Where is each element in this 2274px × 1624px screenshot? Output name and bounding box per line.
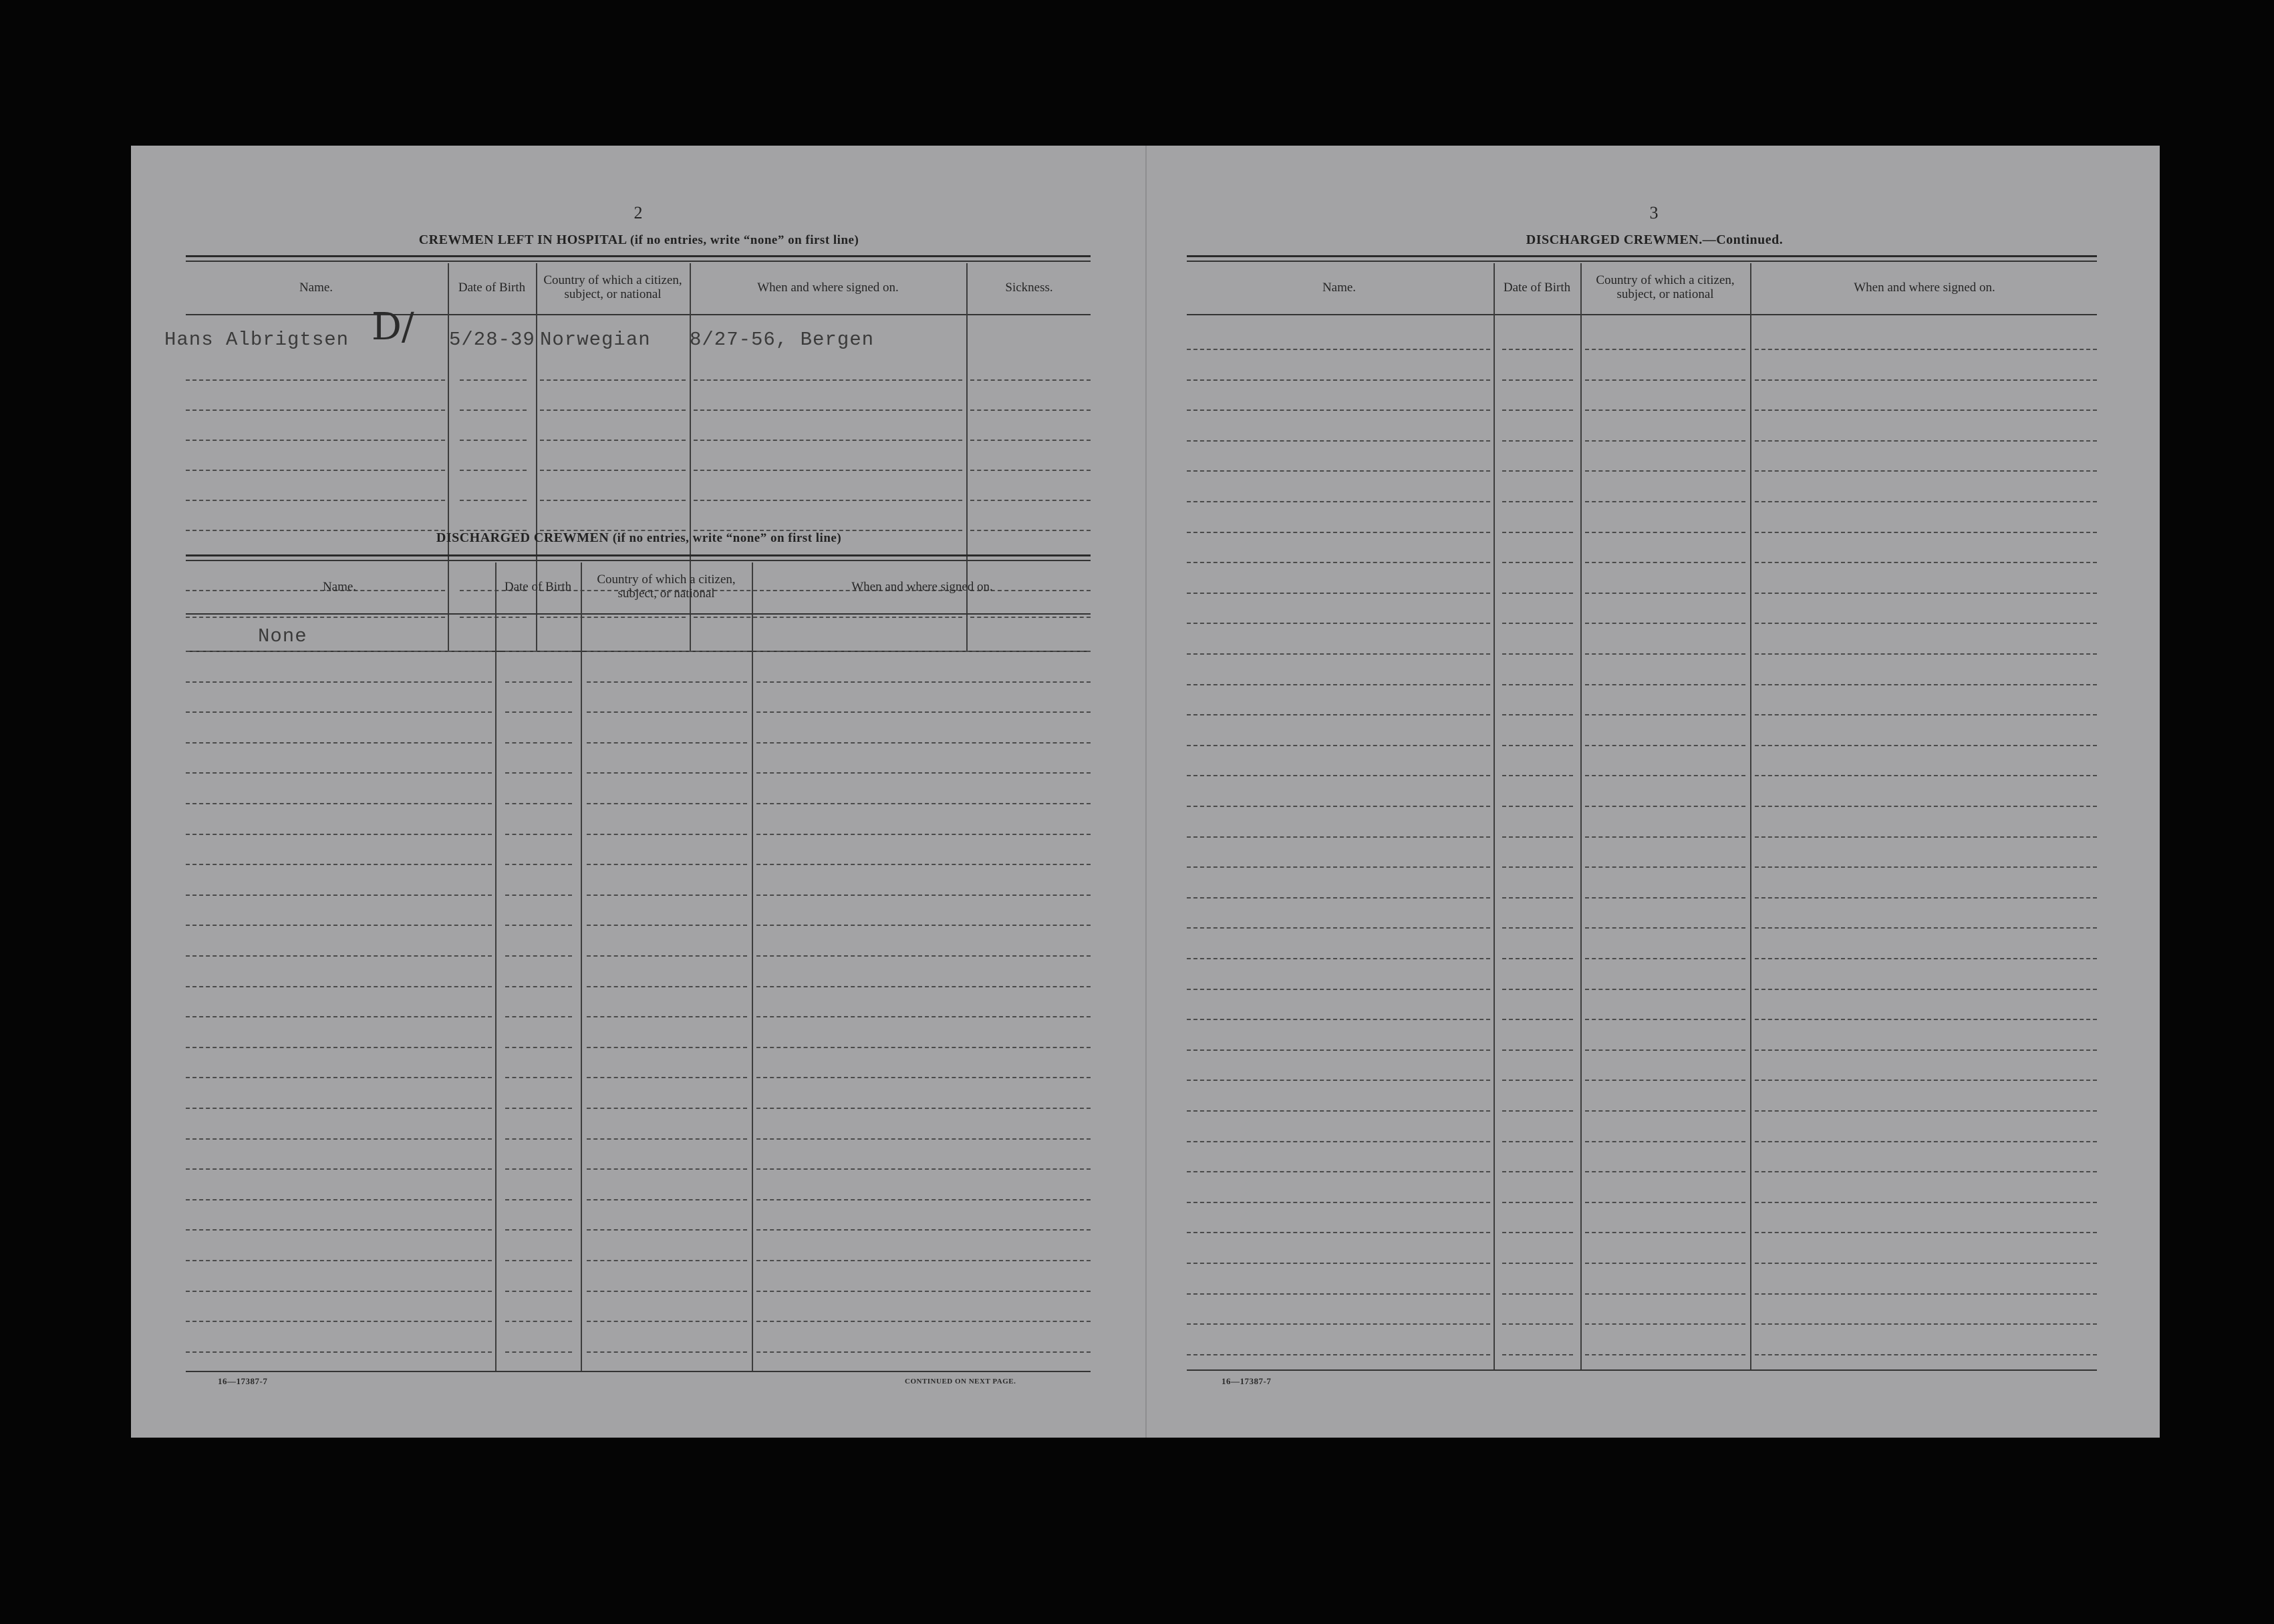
discharged-note: (if no entries, write “none” on first line) (612, 531, 842, 545)
hospital-section-title (171, 232, 1107, 248)
form-number: 16—17387-7 (218, 1376, 268, 1386)
right-page (1145, 146, 2161, 1438)
right-header-rule (1187, 314, 2097, 315)
discharged-top-rule (186, 554, 1091, 556)
page-number: 2 (633, 203, 643, 222)
discharged-bottom-rule (186, 1371, 1091, 1372)
continued-note: CONTINUED ON NEXT PAGE. (905, 1377, 1016, 1386)
left-page (131, 146, 1145, 1438)
hospital-header-signed: When and where signed on. (757, 280, 899, 295)
hospital-entry-name: Hans Albrigtsen (164, 329, 349, 351)
discharged-col-divider (752, 562, 753, 1371)
discharged-header-rule (186, 613, 1091, 615)
hospital-note: (if no entries, write “none” on first line) (629, 233, 859, 247)
hospital-header-rule (186, 314, 1091, 315)
discharged-header-signed: When and where signed on. (851, 579, 993, 594)
hospital-title: CREWMEN LEFT IN HOSPITAL (418, 232, 627, 247)
hospital-entry-country: Norwegian (540, 329, 651, 351)
page-number: 3 (1649, 203, 1659, 222)
discharged-header-dob: Date of Birth (504, 579, 572, 594)
discharged-title: DISCHARGED CREWMEN (436, 530, 609, 545)
document-sheet (131, 146, 2160, 1438)
hospital-header-dob: Date of Birth (458, 280, 526, 295)
right-header-dob: Date of Birth (1503, 280, 1571, 295)
discharged-top-rule-2 (186, 560, 1091, 561)
right-header-signed: When and where signed on. (1854, 280, 1995, 295)
hospital-header-name: Name. (299, 280, 333, 295)
hospital-header-country: Country of which a citizen, subject, or national (543, 273, 682, 301)
right-col-divider (1750, 263, 1751, 1369)
discharged-section-heading (171, 530, 1107, 546)
discharged-header-name: Name. (322, 579, 357, 594)
right-col-divider (1580, 263, 1582, 1369)
discharged-col-divider (495, 562, 496, 1371)
right-col-divider (1494, 263, 1495, 1369)
hospital-top-rule-2 (186, 261, 1091, 262)
right-top-rule (1187, 255, 2097, 257)
right-top-rule-2 (1187, 261, 2097, 262)
hospital-header-sickness: Sickness. (1005, 280, 1053, 295)
discharged-entry-none: None (258, 625, 307, 647)
right-bottom-rule (1187, 1369, 2097, 1371)
discharged-header-country: Country of which a citizen, subject, or national (597, 573, 736, 601)
right-section-title: DISCHARGED CREWMEN.—Continued. (1526, 232, 1784, 247)
hospital-entry-dob: 5/28-39 (449, 329, 535, 351)
hospital-entry-signed: 8/27-56, Bergen (690, 329, 875, 351)
hospital-top-rule (186, 255, 1091, 257)
right-header-country: Country of which a citizen, subject, or national (1596, 273, 1735, 301)
handwritten-mark: D/ (372, 305, 414, 349)
discharged-col-divider (581, 562, 582, 1371)
right-header-name: Name. (1322, 280, 1357, 295)
form-number: 16—17387-7 (1222, 1376, 1272, 1386)
